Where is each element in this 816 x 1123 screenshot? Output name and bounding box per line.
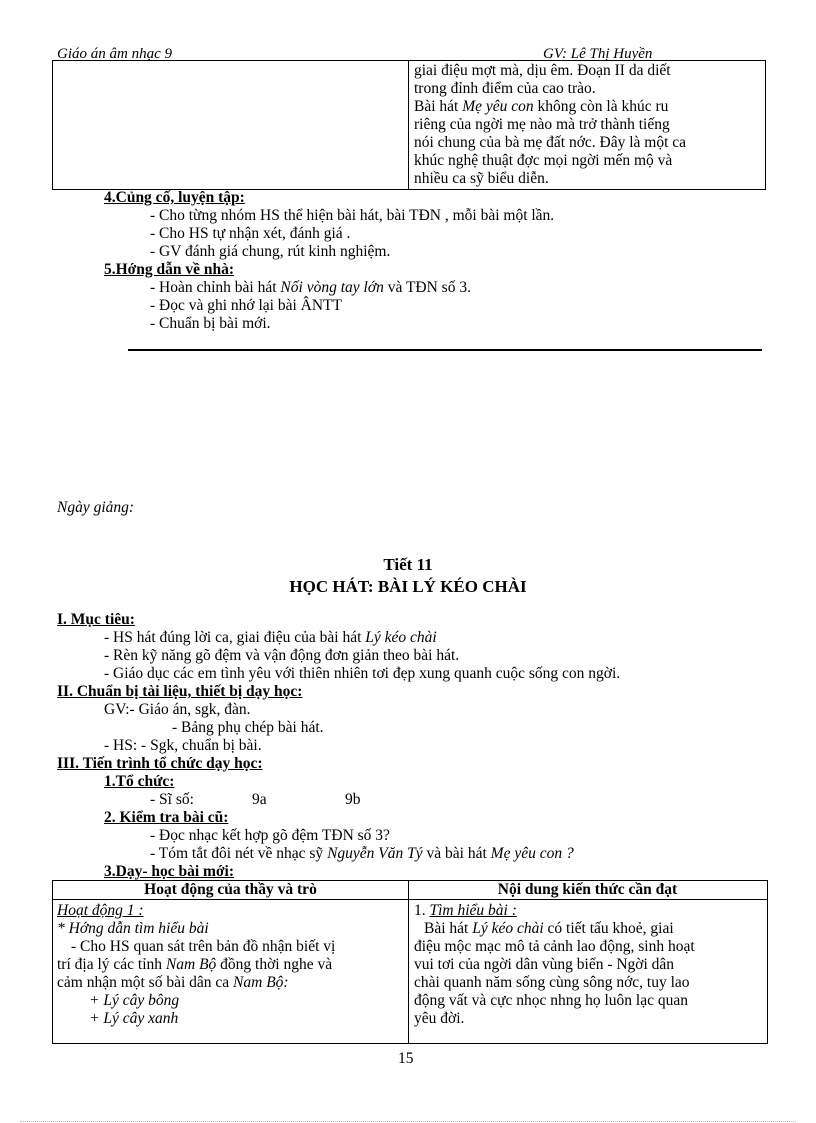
header-right: GV: Lê Thị Huyền: [543, 46, 653, 62]
song-me-yeu-con-2: Mẹ yêu con ?: [490, 845, 574, 862]
part3-s2-heading: 2. Kiểm tra bài cũ:: [104, 809, 229, 826]
part3-s2-item-2-mid: và bài hát: [426, 845, 487, 862]
section5-heading: 5.Hớng dẫn về nhà:: [104, 261, 235, 278]
part3-s3-heading: 3.Dạy- học bài mới:: [104, 863, 234, 880]
right-line-1-post: có tiết tấu khoẻ, giai: [547, 920, 674, 937]
part1-heading-text: I. Mục tiêu:: [57, 611, 135, 628]
left-line-2-pre: trí địa lý các tỉnh: [57, 956, 163, 973]
part3-heading: III. Tiến trình tổ chức dạy học:: [57, 755, 263, 772]
top-line-1: giai điệu mợt mà, dịu êm. Đoạn II da diết: [414, 62, 671, 79]
right-line-6: yêu đời.: [414, 1010, 465, 1027]
right-line-4: chài quanh năm sống cùng sông nớc, tuy lao: [414, 974, 690, 991]
section4-item-3: - GV đánh giá chung, rút kinh nghiệm.: [150, 243, 391, 260]
place-nam-bo-2: Nam Bộ:: [233, 974, 289, 991]
section5-item-2: - Đọc và ghi nhớ lại bài ÂNTT: [150, 297, 342, 314]
section4-item-2: - Cho HS tự nhận xét, đánh giá .: [150, 225, 351, 242]
header-left: Giáo án âm nhạc 9: [57, 46, 172, 62]
ngay-giang: Ngày giảng:: [57, 499, 135, 516]
top-line-6: khúc nghệ thuật đợc mọi ngời mến mộ và: [414, 152, 673, 169]
page-number: 15: [398, 1050, 414, 1067]
composer-name: Nguyễn Văn Tý: [327, 845, 423, 862]
section5-item-1-post: và TĐN số 3.: [387, 279, 471, 296]
right-line-3: vui tơi của ngời dân vùng biển - Ngời dân: [414, 956, 675, 973]
part1-item-3: - Giáo dục các em tình yêu với thiên nhiên tơi đẹp xung quanh cuộc sống con ngời.: [104, 665, 621, 682]
part3-s2-item-1: - Đọc nhạc kết hợp gõ đệm TĐN số 3?: [150, 827, 390, 844]
lesson-table-header-line: [52, 899, 768, 900]
lesson-number: Tiết 11: [383, 555, 433, 574]
right-line-2: điệu mộc mạc mô tả cảnh lao động, sinh hoạt: [414, 938, 695, 955]
part3-s2-item-2-pre: - Tóm tắt đôi nét về nhạc sỹ: [150, 845, 324, 862]
left-line-3-pre: cảm nhận một số bài dân ca: [57, 974, 230, 991]
lesson-title: HỌC HÁT: BÀI LÝ KÉO CHÀI: [289, 577, 527, 596]
part2-gv: GV:- Giáo án, sgk, đàn.: [104, 701, 251, 718]
left-cell: [57, 902, 403, 1028]
right-heading-text: Tìm hiểu bài :: [429, 902, 517, 919]
left-line-2-post: đồng thời nghe và: [220, 956, 333, 973]
right-cell: [414, 902, 758, 1028]
left-line-1: - Cho HS quan sát trên bản đồ nhận biết vị: [71, 938, 336, 955]
top-line-3a: Bài hát: [414, 98, 459, 115]
section5-item-1: [150, 279, 471, 297]
part1-item-1-pre: - HS hát đúng lời ca, giai điệu của bài hát: [104, 629, 362, 646]
left-line-3: [57, 974, 403, 992]
section-divider: [128, 349, 762, 351]
song-ly-keo-chai-2: Lý kéo chài: [472, 920, 544, 937]
top-line-3b: không còn là khúc ru: [537, 98, 669, 115]
top-line-3: [414, 98, 758, 116]
section5-item-1-pre: - Hoàn chỉnh bài hát: [150, 279, 277, 296]
part3-s2-item-2: [150, 845, 574, 863]
part2-hs: - HS: - Sgk, chuẩn bị bài.: [104, 737, 262, 754]
part1-item-2: - Rèn kỹ năng gõ đệm và vận động đơn giản theo bài hát.: [104, 647, 460, 664]
part2-heading: II. Chuẩn bị tài liệu, thiết bị dạy học:: [57, 683, 303, 700]
right-line-1: [414, 920, 758, 938]
song-ly-cay-bong: + Lý cây bông: [89, 992, 180, 1009]
top-line-4: riêng của ngời mẹ nào mà trở thành tiếng: [414, 116, 670, 133]
top-table-right-cell: [414, 62, 758, 188]
song-ly-cay-xanh: + Lý cây xanh: [89, 1010, 179, 1027]
song-noi-vong-tay-lon: Nối vòng tay lớn: [280, 279, 384, 296]
song-ly-keo-chai: Lý kéo chài: [365, 629, 437, 646]
activity-label: Hoạt động 1 :: [57, 902, 144, 919]
top-line-2: trong đỉnh điểm của cao trào.: [414, 80, 596, 97]
song-me-yeu-con: Mẹ yêu con: [462, 98, 534, 115]
section4-heading: 4.Củng cố, luyện tập:: [104, 189, 245, 206]
page-bottom-border: [20, 1121, 796, 1122]
col-header-activities: Hoạt động của thầy và trò: [144, 881, 317, 898]
part2-gv-2: - Bảng phụ chép bài hát.: [172, 719, 324, 736]
part3-class-9a: 9a: [252, 791, 267, 808]
right-line-5: động vất và cực nhọc nhng họ luôn lạc quan: [414, 992, 688, 1009]
right-heading-num: 1.: [414, 902, 426, 919]
part3-siso: - Sĩ số:: [150, 791, 194, 808]
right-line-1-pre: Bài hát: [424, 920, 469, 937]
top-table-divider: [408, 60, 409, 189]
part3-s1-heading: 1.Tổ chức:: [104, 773, 175, 790]
col-header-content: Nội dung kiến thức cần đạt: [497, 881, 678, 898]
part1-heading: [57, 611, 135, 629]
activity-guide: * Hớng dẫn tìm hiểu bài: [57, 920, 209, 937]
place-nam-bo: Nam Bộ: [165, 956, 217, 973]
part1-item-1: [104, 629, 437, 647]
top-line-7: nhiều ca sỹ biểu diễn.: [414, 170, 549, 187]
top-line-5: nói chung của bà mẹ đất nớc. Đây là một ca: [414, 134, 687, 151]
left-line-2: [57, 956, 403, 974]
right-heading: [414, 902, 758, 920]
section5-item-3: - Chuẩn bị bài mới.: [150, 315, 271, 332]
section4-item-1: - Cho từng nhóm HS thể hiện bài hát, bài TĐN , mỗi bài một lần.: [150, 207, 555, 224]
lesson-table-divider: [408, 880, 409, 1043]
part3-class-9b: 9b: [345, 791, 361, 808]
